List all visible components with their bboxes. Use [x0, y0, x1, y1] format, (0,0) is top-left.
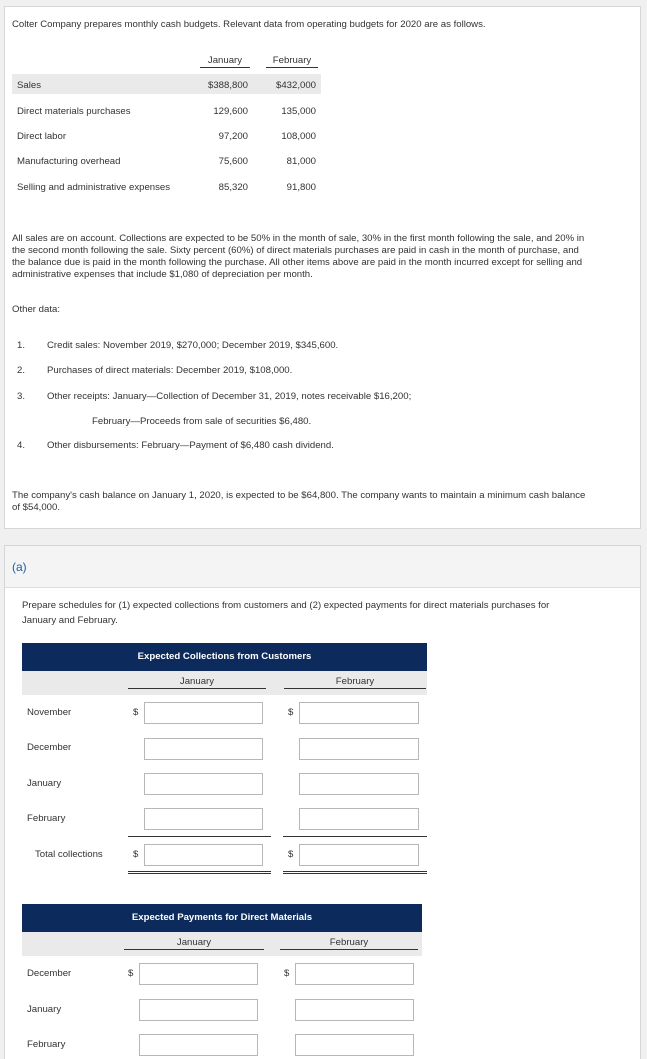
cash-balance-line: The company's cash balance on January 1, 2020, is expected to be $64,800. The company wants to maintain a minimum cash balance — [12, 490, 586, 501]
instructions-line: Prepare schedules for (1) expected collections from customers and (2) expected payments for direct materials purchases for — [22, 600, 550, 611]
currency-symbol: $ — [133, 707, 139, 718]
payments-row-label: January — [27, 1004, 62, 1015]
terms-line: administrative expenses that include $1,080 of depreciation per month. — [12, 269, 313, 280]
payments-row-label: December — [27, 968, 72, 979]
payments-january-february-input[interactable] — [295, 999, 414, 1021]
payments-january-january-input[interactable] — [139, 999, 258, 1021]
collections-january-january-input[interactable] — [144, 773, 263, 795]
currency-symbol: $ — [288, 849, 294, 860]
collections-total-double-line-february — [283, 871, 427, 874]
collections-header-january: January — [128, 676, 266, 689]
currency-symbol: $ — [133, 849, 139, 860]
budget-row-jan: 129,600 — [213, 106, 248, 117]
currency-symbol: $ — [288, 707, 294, 718]
budget-row-label: Selling and administrative expenses — [17, 182, 171, 193]
other-data-label: Other data: — [12, 304, 60, 315]
collections-row-label: November — [27, 707, 72, 718]
currency-symbol: $ — [284, 968, 290, 979]
budget-row-jan: $388,800 — [207, 80, 248, 91]
budget-row-label: Manufacturing overhead — [17, 156, 121, 167]
collections-february-january-input[interactable] — [144, 808, 263, 830]
payments-title: Expected Payments for Direct Materials — [22, 904, 422, 932]
budget-row-jan: 97,200 — [218, 131, 248, 142]
collections-header-february: February — [284, 676, 426, 689]
budget-row-feb: 135,000 — [281, 106, 316, 117]
collections-november-january-input[interactable] — [144, 702, 263, 724]
payments-february-february-input[interactable] — [295, 1034, 414, 1056]
collections-total-double-line-january — [128, 871, 271, 874]
budget-header-february: February — [266, 55, 318, 68]
other-data-item: February—Proceeds from sale of securities $6,480. — [92, 416, 312, 427]
budget-row-label: Direct labor — [17, 131, 67, 142]
payments-header-february: February — [280, 937, 418, 950]
part-a-label: (a) — [12, 560, 27, 574]
instructions-line: January and February. — [22, 615, 118, 626]
other-data-number: 2. — [17, 365, 26, 376]
other-data-number: 1. — [17, 340, 26, 351]
other-data-item: Other disbursements: February—Payment of $6,480 cash dividend. — [47, 440, 334, 451]
budget-row-jan: 75,600 — [218, 156, 248, 167]
payments-february-january-input[interactable] — [139, 1034, 258, 1056]
other-data-number: 4. — [17, 440, 26, 451]
other-data-item: Purchases of direct materials: December 2019, $108,000. — [47, 365, 293, 376]
intro-text: Colter Company prepares monthly cash budgets. Relevant data from operating budgets for 2020 are as follows. — [12, 19, 486, 30]
collections-january-february-input[interactable] — [299, 773, 419, 795]
other-data-item: Other receipts: January—Collection of December 31, 2019, notes receivable $16,200; — [47, 391, 412, 402]
currency-symbol: $ — [128, 968, 134, 979]
budget-row-label: Direct materials purchases — [17, 106, 131, 117]
other-data-item: Credit sales: November 2019, $270,000; December 2019, $345,600. — [47, 340, 339, 351]
budget-row-label: Sales — [17, 80, 41, 91]
collections-subtotal-line-january — [128, 836, 271, 837]
collections-row-label: February — [27, 813, 66, 824]
collections-subtotal-line-february — [283, 836, 427, 837]
cash-balance-line: of $54,000. — [12, 502, 61, 513]
budget-row-jan: 85,320 — [218, 182, 248, 193]
terms-line: the balance due is paid in the month following the purchase. All other items above are paid in the month incurred except for selling and — [12, 257, 583, 268]
budget-row-feb: 91,800 — [286, 182, 316, 193]
other-data-number: 3. — [17, 391, 26, 402]
terms-line: All sales are on account. Collections are expected to be 50% in the month of sale, 30% in the first month following the sale, and 20% in — [12, 233, 585, 244]
collections-title: Expected Collections from Customers — [22, 643, 427, 671]
collections-december-january-input[interactable] — [144, 738, 263, 760]
collections-february-february-input[interactable] — [299, 808, 419, 830]
budget-row-feb: 108,000 — [281, 131, 316, 142]
payments-december-january-input[interactable] — [139, 963, 258, 985]
collections-total-january-input[interactable] — [144, 844, 263, 866]
collections-november-february-input[interactable] — [299, 702, 419, 724]
collections-row-label: January — [27, 778, 62, 789]
collections-total-february-input[interactable] — [299, 844, 419, 866]
collections-row-label: December — [27, 742, 72, 753]
payments-row-label: February — [27, 1039, 66, 1050]
part-a-header — [5, 546, 640, 588]
budget-row-feb: 81,000 — [286, 156, 316, 167]
collections-december-february-input[interactable] — [299, 738, 419, 760]
budget-header-january: January — [200, 55, 250, 68]
collections-total-label: Total collections — [35, 849, 103, 860]
terms-line: the second month following the sale. Sixty percent (60%) of direct materials purchases are paid in cash in the month of purchase, and — [12, 245, 579, 256]
budget-row-feb: $432,000 — [275, 80, 316, 91]
payments-december-february-input[interactable] — [295, 963, 414, 985]
payments-header-january: January — [124, 937, 264, 950]
